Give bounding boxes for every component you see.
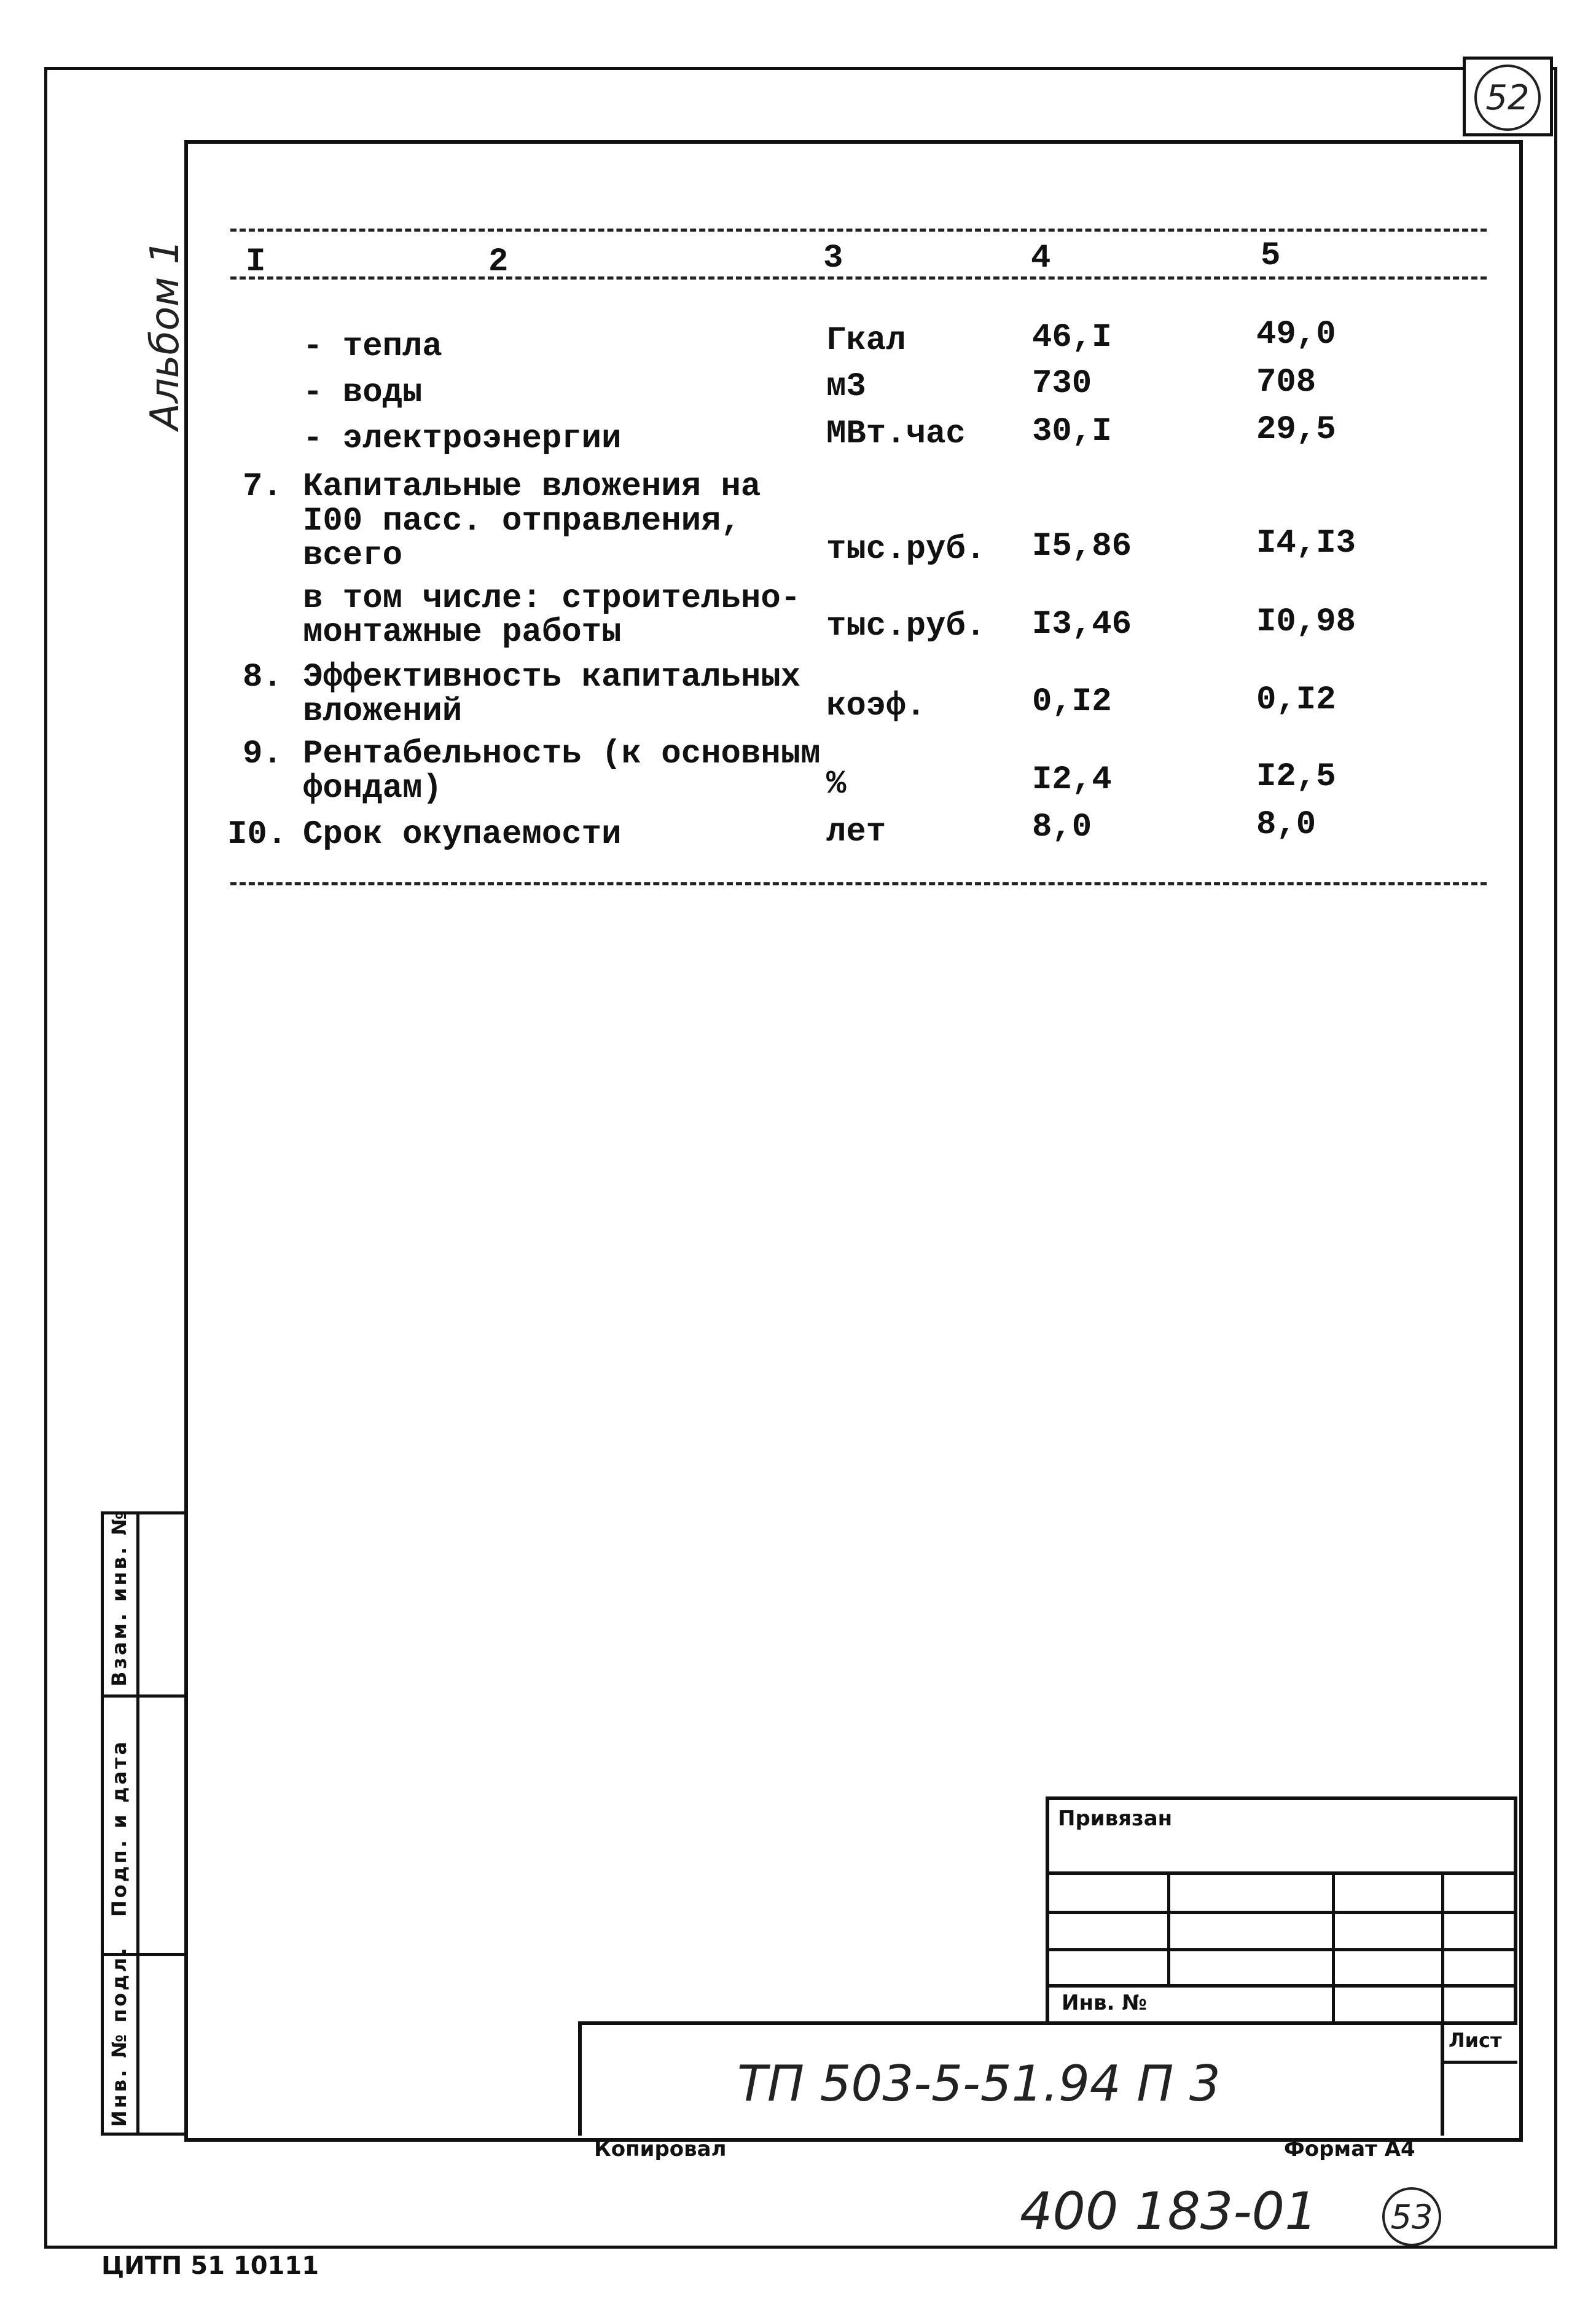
page-number-bottom-text: 53 (1390, 2197, 1433, 2236)
row-number: 7. (243, 468, 283, 506)
row-label: - тепла (303, 328, 442, 366)
row-label: Срок окупаемости (303, 816, 622, 853)
row-value-col4: I3,46 (1032, 606, 1132, 643)
row-unit: % (826, 766, 847, 803)
row-label: всего (303, 537, 403, 574)
column-number-3: 3 (823, 240, 843, 277)
row-number: 9. (243, 735, 283, 773)
row-unit: Гкал (826, 322, 906, 359)
handwritten-code: 400 183-01 (1020, 2181, 1318, 2241)
row-label: I00 пасс. отправления, (303, 503, 741, 540)
row-label: монтажные работы (303, 614, 622, 651)
grid-line (1046, 1911, 1517, 1914)
side-stamp-inv-orig: Инв. № подл. (108, 1945, 131, 2127)
row-label: - электроэнергии (303, 420, 622, 458)
row-unit: МВт.час (826, 415, 966, 453)
row-label: Капитальные вложения на (303, 468, 761, 506)
row-unit: м3 (826, 368, 866, 405)
grid-line (1332, 1871, 1335, 2025)
row-value-col5: I0,98 (1256, 603, 1356, 641)
row-value-col5: 708 (1256, 364, 1316, 401)
side-stamp-inv-replace: Взам. инв. № (108, 1509, 131, 1686)
table-header-rule (230, 276, 1487, 280)
page-number-bottom (1382, 2187, 1441, 2246)
row-label: Рентабельность (к основным (303, 735, 821, 773)
inv-label: Инв. № (1062, 1991, 1148, 2015)
column-number-2: 2 (488, 243, 509, 281)
column-number-1: I (246, 243, 266, 281)
row-value-col4: 730 (1032, 365, 1092, 402)
row-value-col4: I5,86 (1032, 528, 1132, 565)
column-number-5: 5 (1261, 237, 1281, 275)
designation: ТП 503-5-51.94 П 3 (737, 2055, 1221, 2112)
row-value-col5: 49,0 (1256, 316, 1336, 353)
grid-line (1441, 2061, 1517, 2064)
column-number-4: 4 (1031, 240, 1051, 277)
side-stamp-sign-date: Подп. и дата (108, 1739, 131, 1917)
table-bottom-rule (230, 882, 1487, 885)
row-unit: коэф. (826, 687, 926, 725)
row-value-col4: 8,0 (1032, 809, 1092, 846)
row-value-col5: I4,I3 (1256, 525, 1356, 562)
sheet-label: Лист (1449, 2029, 1502, 2052)
album-label: Альбом 1 (143, 239, 188, 430)
grid-line (1046, 1948, 1517, 1951)
row-value-col4: 46,I (1032, 319, 1112, 356)
bound-label: Привязан (1058, 1806, 1173, 1831)
row-unit: тыс.руб. (826, 608, 986, 645)
side-stamp-divider (101, 1694, 186, 1698)
side-stamp-divider (136, 1511, 139, 2136)
row-value-col4: I2,4 (1032, 761, 1112, 799)
row-number: 8. (243, 659, 283, 696)
row-value-col5: 8,0 (1256, 806, 1316, 844)
format-label: Формат А4 (1284, 2137, 1415, 2161)
row-value-col5: 29,5 (1256, 411, 1336, 449)
grid-line (1046, 1871, 1517, 1875)
row-unit: тыс.руб. (826, 531, 986, 568)
table-top-rule (230, 229, 1487, 232)
grid-line (1046, 1984, 1517, 1988)
copied-label: Копировал (594, 2137, 727, 2161)
grid-line (1167, 1871, 1170, 1986)
row-unit: лет (826, 813, 886, 851)
row-label: фондам) (303, 770, 442, 807)
row-value-col4: 30,I (1032, 413, 1112, 450)
row-label: - воды (303, 374, 423, 412)
page-number-top-text: 52 (1485, 77, 1530, 118)
row-label: Эффективность капитальных (303, 659, 801, 696)
page-number-top (1474, 65, 1541, 131)
row-label: в том числе: строительно- (303, 580, 801, 617)
printer-mark: ЦИТП 51 10111 (101, 2252, 319, 2280)
row-value-col5: 0,I2 (1256, 681, 1336, 719)
row-value-col4: 0,I2 (1032, 683, 1112, 721)
row-value-col5: I2,5 (1256, 758, 1336, 796)
row-label: вложений (303, 693, 463, 731)
row-number: I0. (227, 816, 288, 853)
